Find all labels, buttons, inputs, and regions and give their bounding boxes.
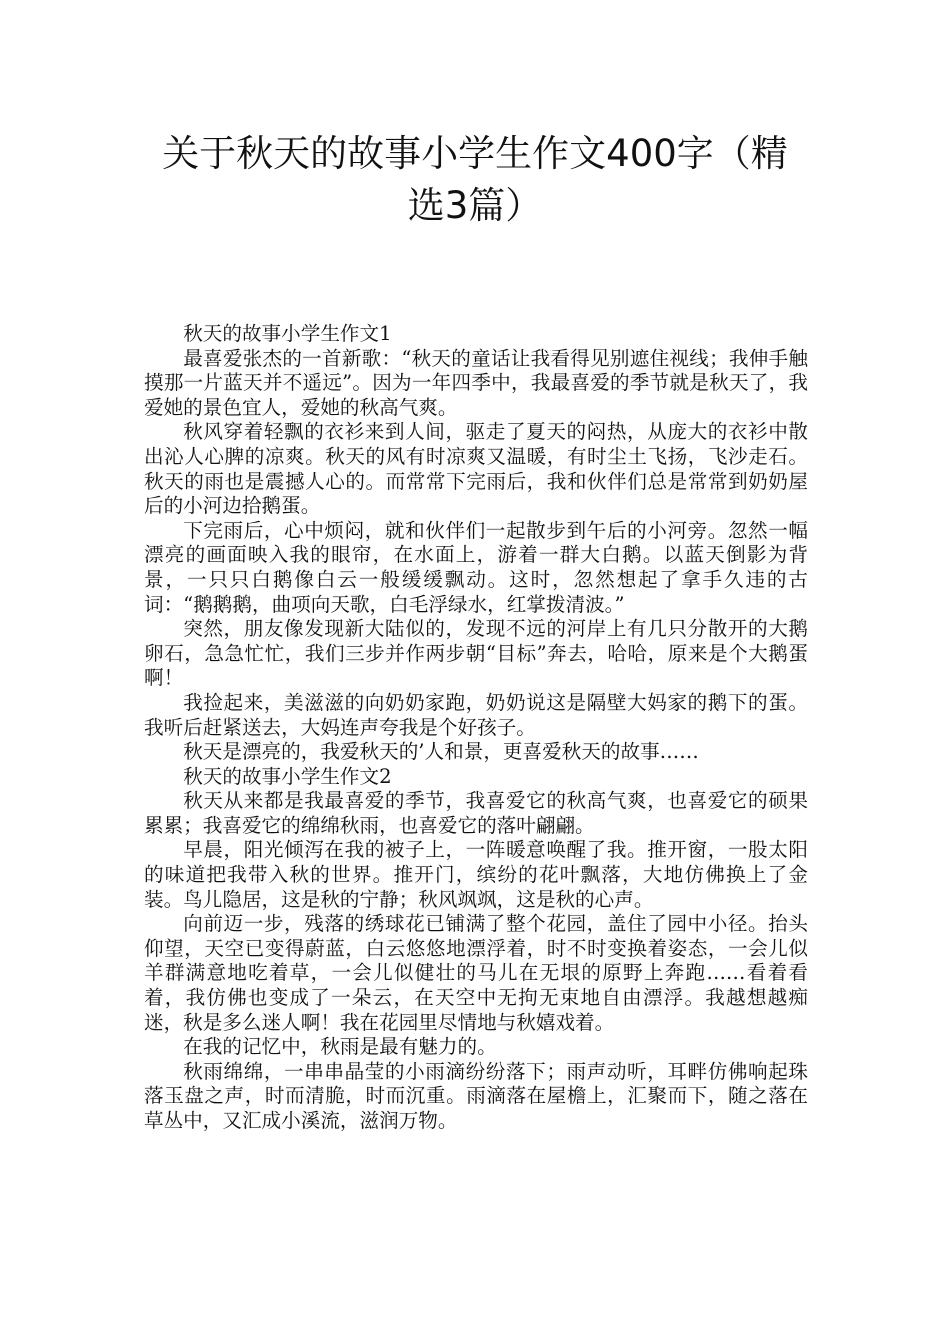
paragraph: 向前迈一步，残落的绣球花已铺满了整个花园，盖住了园中小径。抬头仰望，天空已变得蔚蓝，白云悠悠地漂浮着，时不时变换着姿态，一会儿似羊群满意地吃着草，一会儿似健壮的马儿在无垠的原野上奔跑……看着看着，我仿佛也变成了一朵云，在天空中无拘无束地自由漂浮。我越想越痴迷，秋是多么迷人啊！我在花园里尽情地与秋嬉戏着。 [144,912,808,1034]
section-heading-2: 秋天的故事小学生作文2 [183,764,392,788]
section-heading-1: 秋天的故事小学生作文1 [183,322,392,345]
paragraph: 突然，朋友像发现新大陆似的，发现不远的河岸上有几只分散开的大鹅卵石，急急忙忙，我们三步并作两步朝“目标”奔去，哈哈，原来是个大鹅蛋啊！ [144,617,808,690]
paragraph: 最喜爱张杰的一首新歌：“秋天的童话让我看得见别遮住视线；我伸手触摸那一片蓝天并不遥远”。因为一年四季中，我最喜爱的季节就是秋天了，我爱她的景色宜人，爱她的秋高气爽。 [144,346,808,419]
paragraph: 秋天从来都是我最喜爱的季节，我喜爱它的秋高气爽，也喜爱它的硕果累累；我喜爱它的绵绵秋雨，也喜爱它的落叶翩翩。 [144,789,808,837]
paragraph: 我捡起来，美滋滋的向奶奶家跑，奶奶说这是隔壁大妈家的鹅下的蛋。我听后赶紧送去，大妈连声夸我是个好孩子。 [144,690,808,739]
document-title: 关于秋天的故事小学生作文400字（精选3篇） [162,132,788,227]
paragraph: 秋雨绵绵，一串串晶莹的小雨滴纷纷落下；雨声动听，耳畔仿佛响起珠落玉盘之声，时而清脆，时而沉重。雨滴落在屋檐上，汇聚而下，随之落在草丛中，又汇成小溪流，滋润万物。 [144,1059,808,1132]
paragraph: 秋风穿着轻飘的衣衫来到人间，驱走了夏天的闷热，从庞大的衣衫中散出沁人心脾的凉爽。秋天的风有时凉爽又温暖，有时尘土飞扬，飞沙走石。秋天的雨也是震撼人心的。而常常下完雨后，我和伙伴们总是常常到奶奶屋后的小河边拾鹅蛋。 [144,420,808,518]
paragraph: 在我的记忆中，秋雨是最有魅力的。 [183,1035,497,1059]
paragraph: 下完雨后，心中烦闷，就和伙伴们一起散步到午后的小河旁。忽然一幅漂亮的画面映入我的眼帘，在水面上，游着一群大白鹅。以蓝天倒影为背景，一只只白鹅像白云一般缓缓飘动。这时，忽然想起了拿手久违的古词：“鹅鹅鹅，曲项向天歌，白毛浮绿水，红掌拨清波。” [144,518,808,616]
document-body [144,322,808,1134]
paragraph: 秋天是漂亮的，我爱秋天的’人和景，更喜爱秋天的故事…… [183,740,699,764]
paragraph: 早晨，阳光倾泻在我的被子上，一阵暖意唤醒了我。推开窗，一股太阳的味道把我带入秋的世界。推开门，缤纷的花叶飘落，大地仿佛换上了金装。鸟儿隐居，这是秋的宁静；秋风飒飒，这是秋的心声。 [144,838,808,911]
